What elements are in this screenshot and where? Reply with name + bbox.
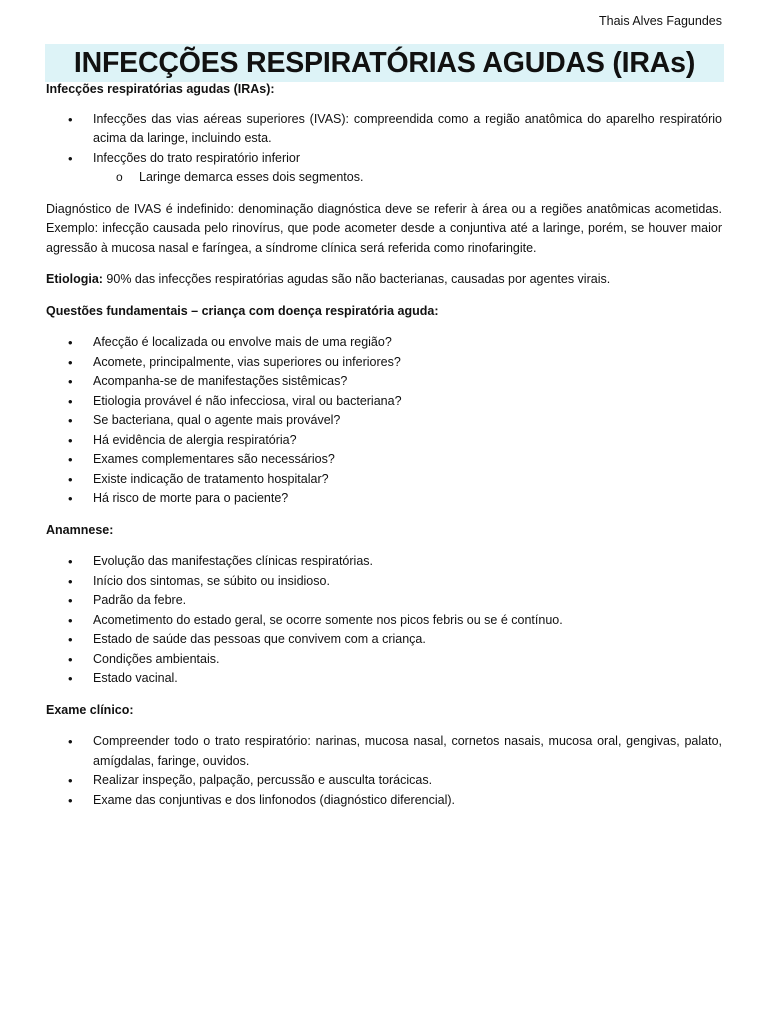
list-item: • Há evidência de alergia respiratória?	[46, 431, 722, 451]
exame-heading: Exame clínico:	[46, 702, 134, 717]
list-item: • Evolução das manifestações clínicas respiratórias.	[46, 552, 722, 572]
list-item: • Estado de saúde das pessoas que convivem com a criança.	[46, 630, 722, 650]
page-title: INFECÇÕES RESPIRATÓRIAS AGUDAS (IRAs)	[45, 44, 724, 82]
list-item: • Estado vacinal.	[46, 669, 722, 689]
list-item: • Afecção é localizada ou envolve mais de uma região?	[46, 333, 722, 353]
etiologia-paragraph	[46, 270, 722, 290]
anamnese-heading: Anamnese:	[46, 522, 114, 537]
list-item: • Existe indicação de tratamento hospitalar?	[46, 470, 722, 490]
sub-list-item: o Laringe demarca esses dois segmentos.	[46, 168, 722, 188]
list-item: • Condições ambientais.	[46, 650, 722, 670]
list-item: • Exame das conjuntivas e dos linfonodos (diagnóstico diferencial).	[46, 791, 722, 811]
exame-list	[46, 732, 722, 810]
list-item: • Acometimento do estado geral, se ocorre somente nos picos febris ou se é contínuo.	[46, 611, 722, 631]
list-item: • Acompanha-se de manifestações sistêmicas?	[46, 372, 722, 392]
questoes-heading: Questões fundamentais – criança com doença respiratória aguda:	[46, 303, 439, 318]
intro-heading: Infecções respiratórias agudas (IRAs):	[46, 82, 275, 96]
list-item: • Há risco de morte para o paciente?	[46, 489, 722, 509]
list-item: • Compreender todo o trato respiratório: narinas, mucosa nasal, cornetos nasais, mucosa oral, gengivas, palato, amígdalas, faringe, ouvidos.	[46, 732, 722, 771]
list-item: • Se bacteriana, qual o agente mais provável?	[46, 411, 722, 431]
list-item: • Etiologia provável é não infecciosa, viral ou bacteriana?	[46, 392, 722, 412]
diagnostico-paragraph: Diagnóstico de IVAS é indefinido: denominação diagnóstica deve se referir à área ou a regiões anatômicas acometidas. Exemplo: infecção causada pelo rinovírus, que pode acometer desde a conjuntiva até a laringe, porém, se houver maior agressão à mucosa nasal e faríngea, a síndrome clínica será referida como rinofaringite.	[46, 201, 722, 255]
list-item: • Acomete, principalmente, vias superiores ou inferiores?	[46, 353, 722, 373]
author-name: Thais Alves Fagundes	[599, 14, 722, 28]
list-item: • Início dos sintomas, se súbito ou insidioso.	[46, 572, 722, 592]
list-item: • Padrão da febre.	[46, 591, 722, 611]
anamnese-list	[46, 552, 722, 689]
etiologia-label: Etiologia:	[46, 272, 103, 286]
list-item: • Exames complementares são necessários?	[46, 450, 722, 470]
document-body	[46, 80, 722, 810]
list-item: • Infecções do trato respiratório inferior	[46, 149, 722, 169]
etiologia-text: 90% das infecções respiratórias agudas são não bacterianas, causadas por agentes virais.	[102, 272, 611, 286]
questoes-list	[46, 333, 722, 509]
list-item: • Infecções das vias aéreas superiores (IVAS): compreendida como a região anatômica do aparelho respiratório acima da laringe, incluindo esta.	[46, 110, 722, 149]
list-item: • Realizar inspeção, palpação, percussão e ausculta torácicas.	[46, 771, 722, 791]
intro-list	[46, 110, 722, 188]
